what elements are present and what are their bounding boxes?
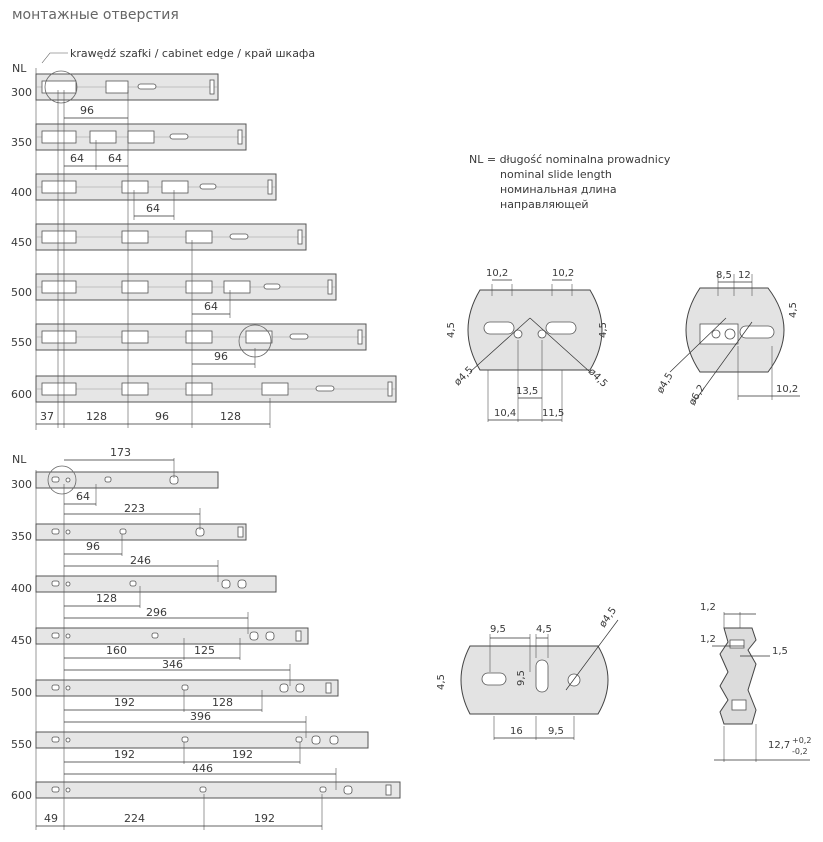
- dim-160: 160: [106, 644, 127, 657]
- detail-d-tol-minus: -0,2: [792, 747, 808, 756]
- dim-64-d: 64: [204, 300, 218, 313]
- detail-c-dia: ø4,5: [597, 605, 620, 630]
- dim-192-b: 192: [114, 748, 135, 761]
- detail-c-t1: 9,5: [490, 624, 506, 635]
- dim-128-a: 128: [86, 410, 107, 423]
- top-rail-400: [36, 174, 276, 200]
- dim-246: 246: [130, 554, 151, 567]
- detail-a-w2: 10,2: [552, 268, 575, 279]
- top-nl-600: 600: [11, 388, 32, 401]
- detail-d-c: 1,5: [772, 646, 788, 657]
- dim-296: 296: [146, 606, 167, 619]
- dim-96-b: 96: [214, 350, 228, 363]
- top-nl-550: 550: [11, 336, 32, 349]
- bottom-rail-550: [36, 732, 368, 748]
- detail-a-dia2: ø4,5: [585, 366, 610, 390]
- detail-c-b1: 16: [510, 726, 523, 737]
- legend-line-1: NL = długość nominalna prowadnicy: [469, 153, 671, 166]
- bottom-nl-350: 350: [11, 530, 32, 543]
- detail-d: [700, 602, 811, 762]
- top-nl-labels: [11, 86, 32, 401]
- dim-37: 37: [40, 410, 54, 423]
- dim-346: 346: [162, 658, 183, 671]
- top-rail-350: [36, 124, 246, 150]
- legend-line-3: номинальная длина: [500, 183, 617, 196]
- top-rail-500: [36, 274, 336, 300]
- dim-192-c: 192: [232, 748, 253, 761]
- dim-128-b-bottom: 128: [212, 696, 233, 709]
- detail-a: [446, 268, 609, 422]
- dim-96-bottom: 96: [86, 540, 100, 553]
- legend: [469, 153, 671, 211]
- top-nl-500: 500: [11, 286, 32, 299]
- detail-b-t1: 8,5: [716, 270, 732, 281]
- detail-d-b: 1,2: [700, 634, 716, 645]
- top-nl-350: 350: [11, 136, 32, 149]
- detail-c-h1: 4,5: [436, 674, 447, 690]
- dim-96-c: 96: [155, 410, 169, 423]
- legend-line-4: направляющей: [500, 198, 589, 211]
- nl-header-top: NL: [12, 62, 27, 75]
- dim-396: 396: [190, 710, 211, 723]
- detail-b-b1: 10,2: [776, 384, 799, 395]
- dim-49: 49: [44, 812, 58, 825]
- bottom-rail-500: [36, 680, 338, 696]
- detail-b-h1: 4,5: [788, 302, 799, 318]
- dim-192-d: 192: [254, 812, 275, 825]
- detail-d-d: 12,7: [768, 740, 791, 751]
- detail-c-b2: 9,5: [548, 726, 564, 737]
- dim-173: 173: [110, 446, 131, 459]
- bottom-rail-350: [36, 524, 246, 540]
- detail-b: [655, 270, 800, 408]
- dim-192-a: 192: [114, 696, 135, 709]
- bottom-nl-400: 400: [11, 582, 32, 595]
- detail-b-t2: 12: [738, 270, 751, 281]
- dim-223: 223: [124, 502, 145, 515]
- detail-a-h2: 4,5: [598, 322, 609, 338]
- detail-c-h2: 9,5: [516, 670, 527, 686]
- bottom-rail-600: [36, 782, 400, 798]
- dim-64-bottom: 64: [76, 490, 90, 503]
- bottom-rail-300: [36, 472, 218, 488]
- cabinet-edge-leader: [42, 53, 68, 63]
- dim-64-a: 64: [70, 152, 84, 165]
- detail-a-b1: 13,5: [516, 386, 539, 397]
- detail-d-a: 1,2: [700, 602, 716, 613]
- bottom-rail-400: [36, 576, 276, 592]
- top-rail-600: [36, 376, 396, 402]
- top-rail-450: [36, 224, 306, 250]
- page-title: монтажные отверстия: [12, 7, 179, 23]
- detail-a-dia1: ø4,5: [452, 364, 476, 389]
- dim-128-b: 128: [220, 410, 241, 423]
- detail-c: [436, 605, 619, 740]
- cabinet-edge-label: krawędź szafki / cabinet edge / край шкафа: [70, 47, 316, 60]
- legend-line-2: nominal slide length: [500, 168, 612, 181]
- dim-125: 125: [194, 644, 215, 657]
- detail-a-b2: 10,4: [494, 408, 517, 419]
- detail-b-dia1: ø4,5: [655, 370, 676, 396]
- bottom-nl-450: 450: [11, 634, 32, 647]
- bottom-nl-labels: [11, 478, 32, 802]
- top-rail-550: [36, 324, 366, 350]
- dim-96-a: 96: [80, 104, 94, 117]
- detail-a-w1: 10,2: [486, 268, 509, 279]
- bottom-nl-300: 300: [11, 478, 32, 491]
- top-nl-300: 300: [11, 86, 32, 99]
- nl-header-bottom: NL: [12, 453, 27, 466]
- bottom-nl-550: 550: [11, 738, 32, 751]
- dim-128-bottom: 128: [96, 592, 117, 605]
- top-nl-450: 450: [11, 236, 32, 249]
- detail-d-tol-plus: +0,2: [792, 736, 812, 745]
- top-nl-400: 400: [11, 186, 32, 199]
- detail-a-b3: 11,5: [542, 408, 565, 419]
- dim-64-c: 64: [146, 202, 160, 215]
- bottom-rail-450: [36, 628, 308, 644]
- dim-64-b: 64: [108, 152, 122, 165]
- detail-b-dia2: ø6,2: [687, 382, 708, 408]
- dim-224: 224: [124, 812, 145, 825]
- dim-446: 446: [192, 762, 213, 775]
- bottom-nl-500: 500: [11, 686, 32, 699]
- detail-a-h1: 4,5: [446, 322, 457, 338]
- bottom-nl-600: 600: [11, 789, 32, 802]
- top-rail-300: [36, 74, 218, 100]
- detail-c-t2: 4,5: [536, 624, 552, 635]
